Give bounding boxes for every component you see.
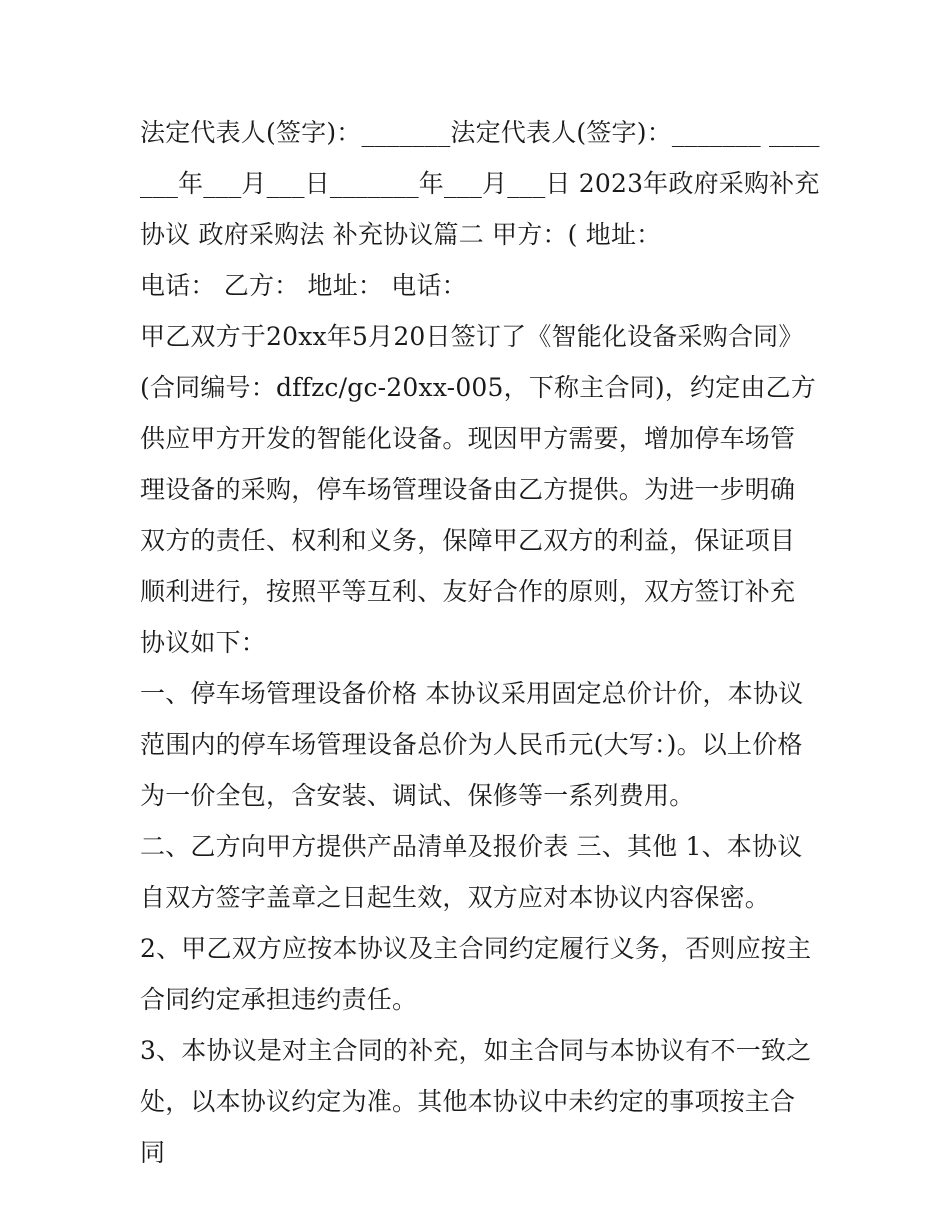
document-body bbox=[140, 107, 820, 1178]
paragraph-contact-fields: 电话： 乙方： 地址： 电话： bbox=[140, 271, 467, 300]
paragraph-clause-2-3-other: 二、乙方向甲方提供产品清单及报价表 三、其他 1、本协议自双方签字盖章之日起生效，双方应对本协议内容保密。 bbox=[140, 832, 803, 912]
paragraph-background: 甲乙双方于20xx年5月20日签订了《智能化设备采购合同》(合同编号：dffzc/gc-20xx-005，下称主合同)，约定由乙方供应甲方开发的智能化设备。现因甲方需要，增加停车场管理设备的采购，停车场管理设备由乙方提供。为进一步明确双方的责任、权利和义务，保障甲乙双方的利益，保证项目顺利进行，按照平等互利、友好合作的原则，双方签订补充协议如下： bbox=[140, 322, 817, 657]
paragraph-signature-and-parties-header: 法定代表人(签字)：_______法定代表人(签字)：_______ _______年___月___日_______年___月___日 2023年政府采购补充协议 政府采购法 补充协议篇二 甲方：( 地址： bbox=[140, 118, 820, 249]
paragraph-item-3-supplement: 3、本协议是对主合同的补充，如主合同与本协议有不一致之处，以本协议约定为准。其他本协议中未约定的事项按主合同 bbox=[140, 1036, 812, 1167]
paragraph-clause-1-price: 一、停车场管理设备价格 本协议采用固定总价计价，本协议范围内的停车场管理设备总价为人民币元(大写：)。以上价格为一价全包，含安装、调试、保修等一系列费用。 bbox=[140, 679, 804, 810]
paragraph-item-2-obligations: 2、甲乙双方应按本协议及主合同约定履行义务，否则应按主合同约定承担违约责任。 bbox=[140, 934, 812, 1014]
